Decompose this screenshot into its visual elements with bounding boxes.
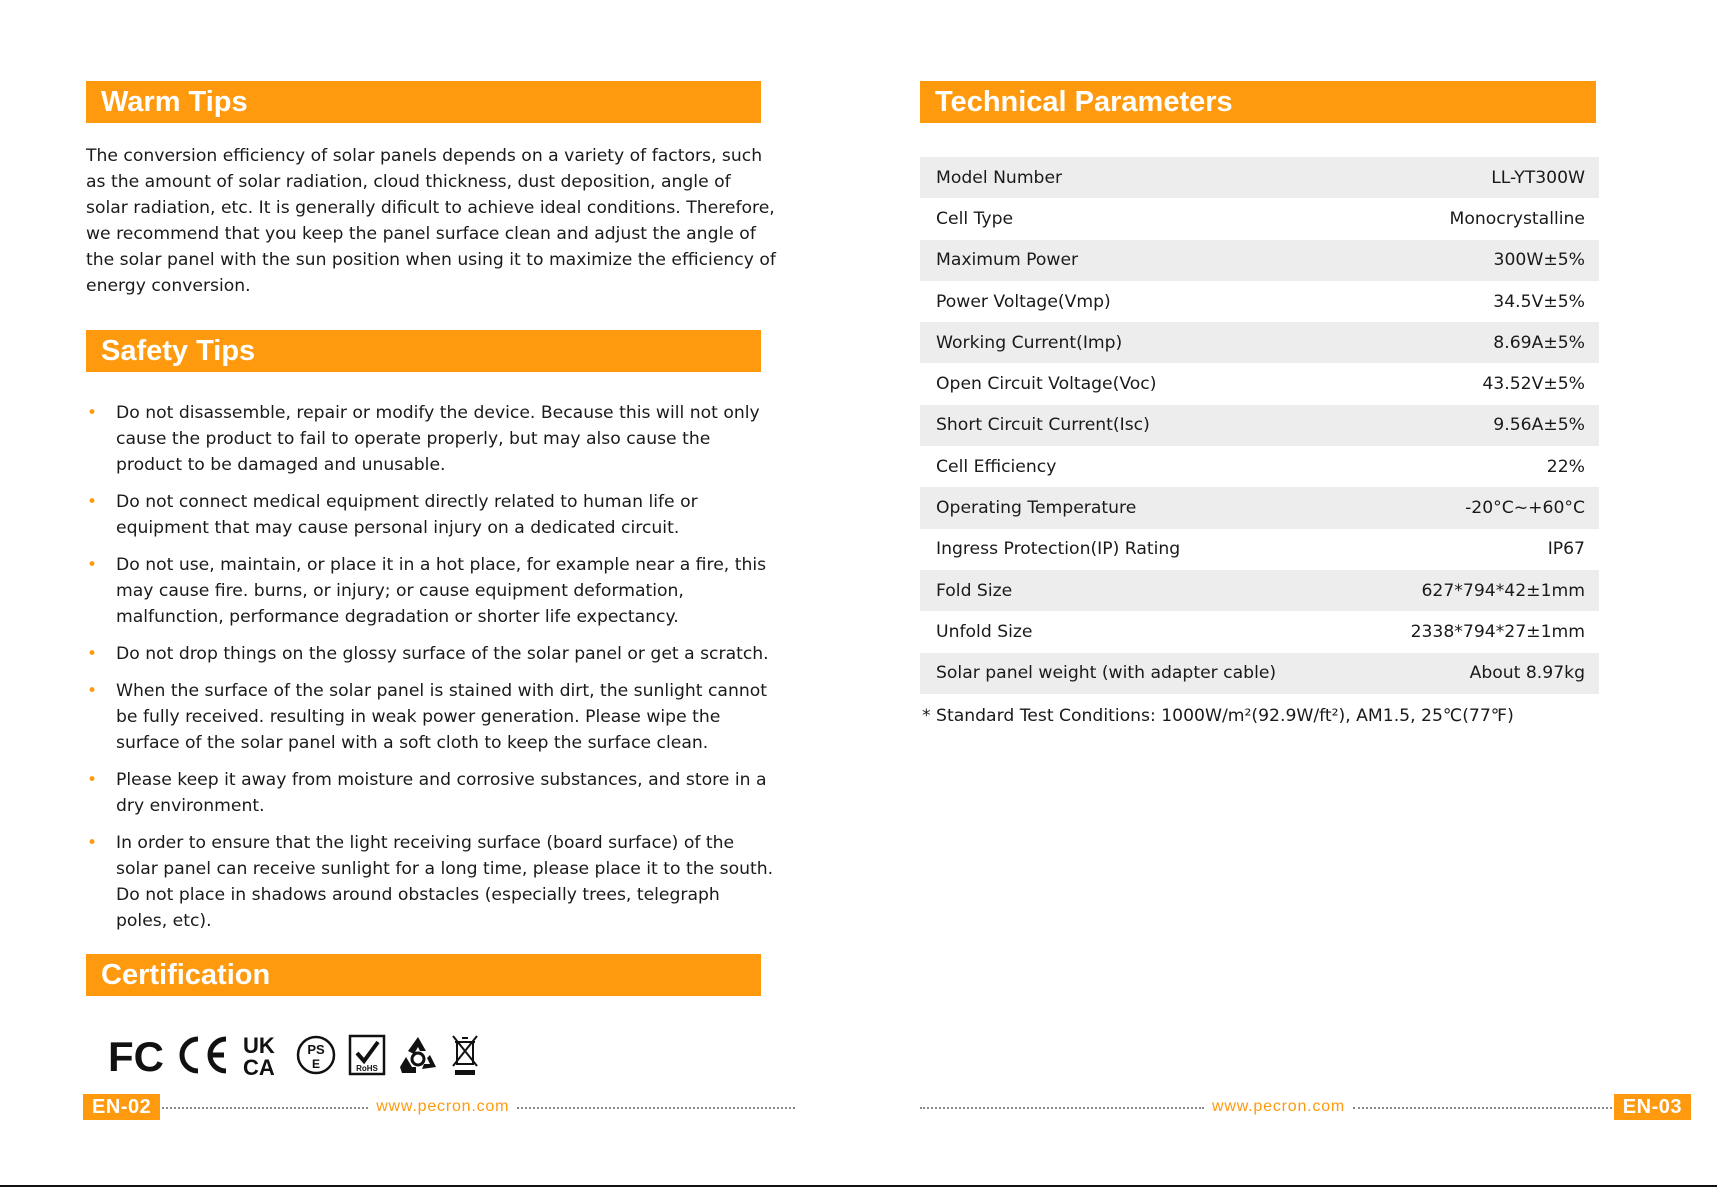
table-row [920,281,1599,322]
pse-mark-icon [296,1033,336,1077]
fcc-logo-text: FC [108,1033,164,1077]
recycle-icon [398,1033,438,1077]
list-item [86,678,776,756]
list-item [86,767,776,819]
bullet-icon: • [87,770,98,790]
rohs-mark-icon [348,1033,386,1077]
footer-right [920,1094,1691,1120]
table-row [920,198,1599,239]
technical-parameters-table [920,157,1599,694]
list-item [86,400,776,478]
table-row [920,529,1599,570]
param-label: Operating Temperature [920,487,1357,528]
page-en-02 [0,0,858,1185]
certification-header [86,954,761,996]
safety-tips-header [86,330,761,372]
param-label: Unfold Size [920,611,1357,652]
param-label: Model Number [920,157,1357,198]
footer-url[interactable]: www.pecron.com [376,1098,510,1115]
warm-tips-header [86,81,761,123]
param-label: Power Voltage(Vmp) [920,281,1357,322]
bullet-icon: • [87,555,98,575]
table-row [920,157,1599,198]
safety-tip-text: Do not connect medical equipment directly related to human life or equipment that may cause personal injury on a dedicated circuit. [116,492,698,538]
param-value: IP67 [1357,529,1599,570]
param-label: Cell Efficiency [920,446,1357,487]
footer-divider [162,1107,368,1109]
warm-tips-title: Warm Tips [101,86,248,118]
param-value: 9.56A±5% [1357,405,1599,446]
param-label: Open Circuit Voltage(Voc) [920,363,1357,404]
param-label: Ingress Protection(IP) Rating [920,529,1357,570]
page-number-badge: EN-02 [83,1094,160,1120]
table-row [920,446,1599,487]
safety-tip-text: Do not disassemble, repair or modify the device. Because this will not only cause the product to fail to operate properly, but may also cause the product to be damaged and unusable. [116,403,760,475]
safety-tip-text: Do not use, maintain, or place it in a hot place, for example near a fire, this may cause fire. burns, or injury; or cause equipment deformation, malfunction, performance degradation or shorter life expectancy. [116,555,767,627]
safety-tip-text: When the surface of the solar panel is stained with dirt, the sunlight cannot be fully received. resulting in weak power generation. Please wipe the surface of the solar panel with a soft cloth to keep the surface clean. [116,681,768,753]
param-value: -20°C~+60°C [1357,487,1599,528]
ukca-bottom-text: CA [243,1055,275,1077]
bullet-icon: • [87,833,98,853]
safety-tip-text: Do not drop things on the glossy surface of the solar panel or get a scratch. [116,644,769,664]
table-row [920,570,1599,611]
list-item [86,552,776,630]
param-value: 43.52V±5% [1357,363,1599,404]
safety-tip-text: In order to ensure that the light receiving surface (board surface) of the solar panel can receive sunlight for a long time, please place it to the south. Do not place in shadows around obstacles (especially trees, telegraph poles, etc). [116,833,774,931]
fcc-logo-icon [108,1033,164,1077]
table-row [920,653,1599,694]
param-value: About 8.97kg [1357,653,1599,694]
footer-divider [920,1107,1204,1109]
weee-bin-icon [450,1033,480,1077]
list-item [86,489,776,541]
param-label: Maximum Power [920,240,1357,281]
bullet-icon: • [87,403,98,423]
param-label: Solar panel weight (with adapter cable) [920,653,1357,694]
param-value: 8.69A±5% [1357,322,1599,363]
param-value: 22% [1357,446,1599,487]
ukca-mark-icon [242,1033,284,1077]
list-item [86,830,776,934]
param-value: Monocrystalline [1357,198,1599,239]
page-number-badge: EN-03 [1614,1094,1691,1120]
param-label: Cell Type [920,198,1357,239]
bullet-icon: • [87,681,98,701]
pse-top-text: PS [307,1042,325,1057]
footer-url[interactable]: www.pecron.com [1212,1098,1346,1115]
warm-tips-paragraph: The conversion efficiency of solar panels depends on a variety of factors, such as the amount of solar radiation, cloud thickness, dust deposition, angle of solar radiation, etc. It is generally dificult to achieve ideal conditions. Therefore, we recommend that you keep the panel surface clean and adjust the angle of the solar panel with the sun position when using it to maximize the efficiency of energy conversion. [86,146,776,296]
test-conditions-footnote: * Standard Test Conditions: 1000W/m²(92.9W/ft²), AM1.5, 25℃(77℉) [922,706,1514,726]
footer-divider [1353,1107,1612,1109]
param-label: Working Current(Imp) [920,322,1357,363]
footer-divider [517,1107,795,1109]
param-value: 627*794*42±1mm [1357,570,1599,611]
safety-tip-text: Please keep it away from moisture and corrosive substances, and store in a dry environment. [116,770,767,816]
table-row [920,240,1599,281]
certification-title: Certification [101,959,271,991]
table-row [920,363,1599,404]
table-row [920,611,1599,652]
safety-tips-title: Safety Tips [101,335,256,367]
param-value: 34.5V±5% [1357,281,1599,322]
table-row [920,487,1599,528]
footer-left [83,1094,795,1120]
pse-bottom-text: E [311,1057,321,1071]
param-value: 300W±5% [1357,240,1599,281]
rohs-text: RoHS [356,1064,378,1073]
ukca-top-text: UK [243,1033,275,1058]
bullet-icon: • [87,644,98,664]
certification-logos [108,1032,480,1078]
bullet-icon: • [87,492,98,512]
table-row [920,405,1599,446]
param-value: LL-YT300W [1357,157,1599,198]
param-label: Fold Size [920,570,1357,611]
technical-parameters-title: Technical Parameters [935,86,1233,118]
page-en-03 [858,0,1717,1185]
param-label: Short Circuit Current(Isc) [920,405,1357,446]
technical-parameters-header [920,81,1596,123]
table-row [920,322,1599,363]
param-value: 2338*794*27±1mm [1357,611,1599,652]
ce-mark-icon [176,1033,230,1077]
list-item [86,641,776,667]
safety-tips-list [86,400,776,945]
